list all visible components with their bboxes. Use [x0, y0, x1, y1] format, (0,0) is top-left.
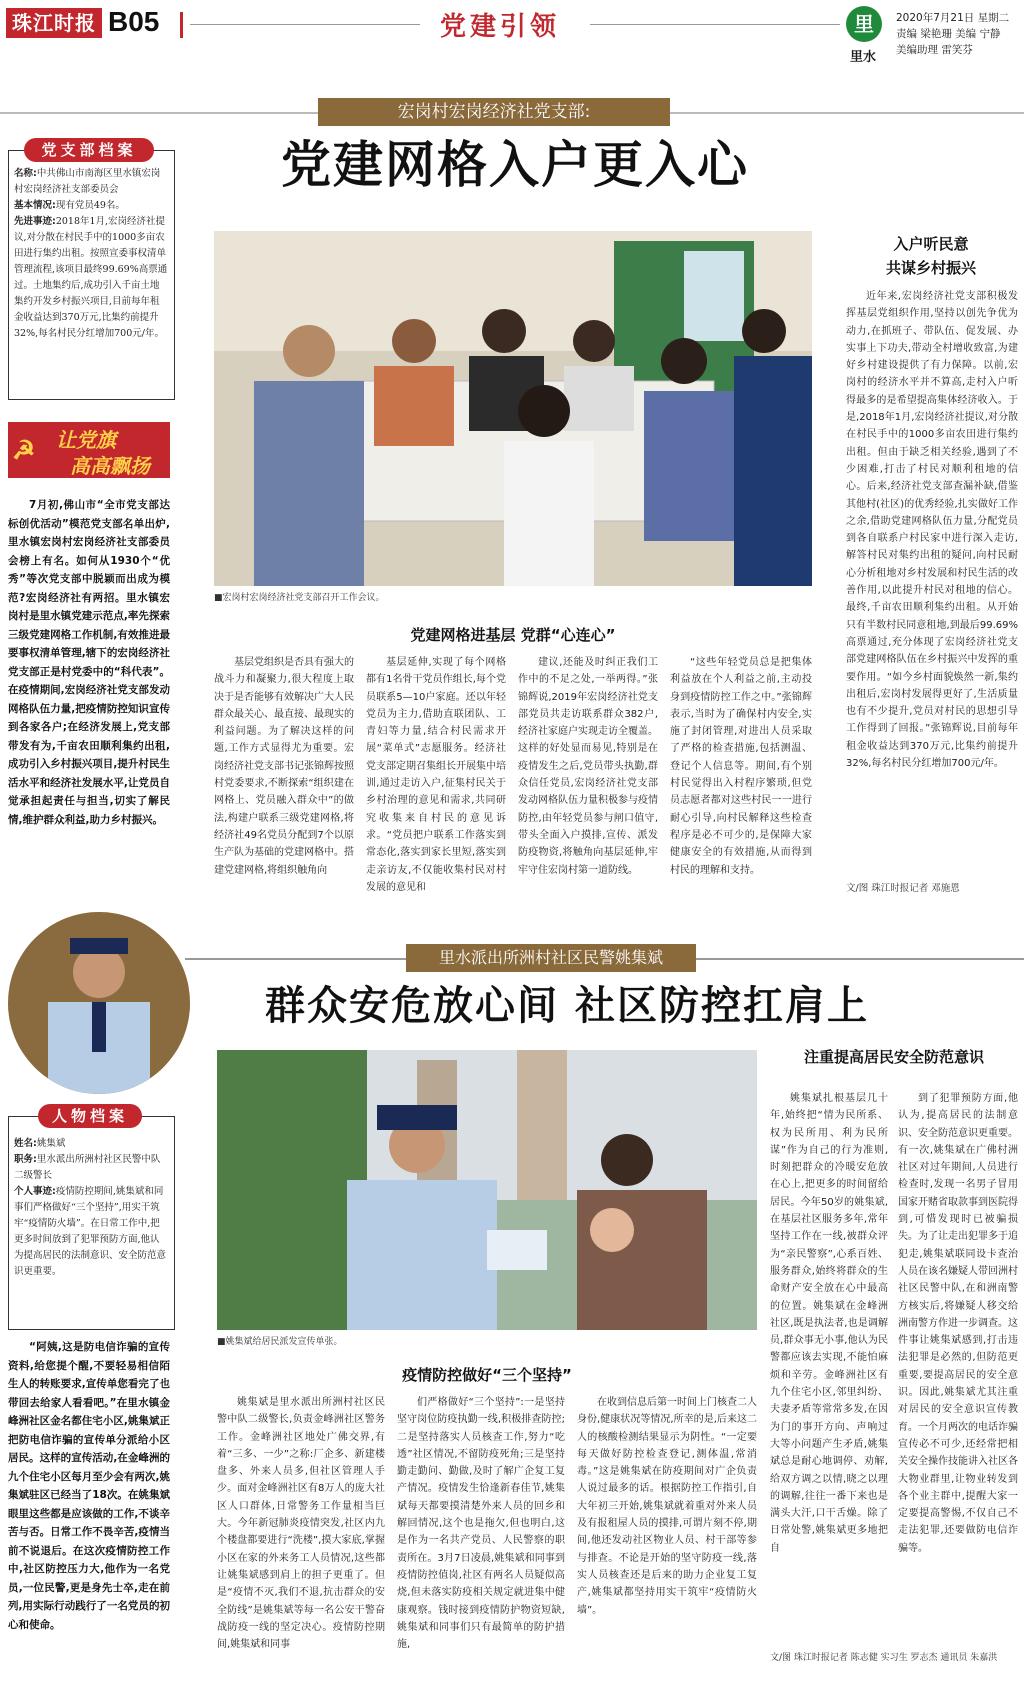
- story1-side-text: 近年来,宏岗经济社党支部积极发挥基层党组织作用,坚持以创先争优为动力,在抓班子、带队伍、促发展、办实事上下功夫,带动全村增收致富,为建好乡村建设提供了有力保障。以前,宏岗村的经济水平并不算高,走村入户听得最多的是希望提高集体经济收入。于是,2018年1月,宏岗经济社提议,对分散在村民手中的1000多亩农田进行集约出租。但由于缺乏相关经验,遇到了不少困难,打击了村民对顺利租地的信心。后来,经济社党支部查漏补缺,借鉴其他村(社区)的优秀经验,扎实做好工作之余,借助党建网格队伍力量,分配党员到各自联系户村民家中进行深入走访,解答村民对集约出租的疑问,向村民耐心分析租地对乡村发展和村民生活的改善作用,以此提升村民对租地的信心。最终,千亩农田顺利集约出租。从开始只有半数村民同意租地,到最后99.69%高票通过,充分体现了宏岗经济社党支部党建网格队伍在乡村振兴中发挥的重要作用。“如今乡村面貌焕然一新,集约出租后,宏岗村发展得更好了,生活质量也有不少提升,党员对村民的思想引导工作得到了回报。”张锦辉说,目前每年租金收益达到370万元,比集约前提升32%,每名村民分红增加700元/年。: [846, 291, 1018, 770]
- officer-portrait: [8, 912, 190, 1094]
- story1-col4-text: “这些年轻党员总是把集体利益放在个人利益之前,主动投身到疫情防控工作之中。”张锦辉表示,当时为了确保村内安全,实施了封闭管理,对进出人员采取了严格的检查措施,包括测温、登记个人信息等。期间,有个别村民觉得出入村程序繁琐,但党员志愿者都对这些村民一一进行耐心引导,向村民解释这些检查程序是必不可少的,是保障大家健康安全的有效措施,从而得到村民的理解和支持。: [670, 657, 812, 876]
- side-title-line1: 入户听民意: [893, 235, 969, 253]
- lishui-emblem-icon: 里: [846, 6, 882, 42]
- archive-deeds: 2018年1月,宏岗经济社提议,对分散在村民手中的1000多亩农田进行集约出租。按照宣委事权清单管理流程,该项目最终99.69%高票通过。土地集约后,成功引入千亩土地集约开发乡村振兴项目,目前每年租金收益达到370万元,比集约前提升32%,每名村民分红增加700元/年。: [14, 216, 168, 339]
- story2-column-5: [898, 1090, 1018, 1642]
- person-name: 姚集斌: [36, 1138, 66, 1149]
- story1-column-2: [366, 654, 506, 898]
- story1-subhead: 党建网格进基层 党群“心连心”: [410, 626, 616, 644]
- story1-headline: 党建网格入户更入心: [281, 135, 749, 194]
- story1-col1-text: 基层党组织是否具有强大的战斗力和凝聚力,很大程度上取决于是否能够有效解决广大人民群众最关心、最直接、最现实的利益问题。为了解决这样的问题,工作方式显得尤为重要。宏岗经济社党支部书记张锦辉按照村党委要求,不断探索“组织建在网格上、党员融入群众中”的做法,构建户联系三级党建网格,将经济社49名党员分配到7个以原生产队为基础的党建网格中。搭建党建网格,将组织触角向: [214, 657, 354, 876]
- editor-credits: 责编 梁艳珊 美编 宁静: [896, 28, 1001, 40]
- flag-banner-line2: 高高飘扬: [70, 454, 150, 478]
- story1-side-title: [846, 232, 1016, 280]
- story2-photo-caption: ■姚集斌给居民派发宣传单张。: [217, 1337, 343, 1347]
- meeting-photo: [214, 231, 812, 586]
- story1-photo-caption: ■宏岗村宏岗经济社党支部召开工作会议。: [214, 593, 385, 603]
- issue-info: [896, 10, 1009, 58]
- quote-paragraph: “阿姨,这是防电信诈骗的宣传资料,给您提个醒,不要轻易相信陌生人的转账要求,宣传单您看完了也带回去给家人看看吧。”在里水镇金峰洲社区金名都住宅小区,姚集斌正把防电信诈骗的宣传单分派给小区居民。这样的宣传活动,在金峰洲的九个住宅小区每月至少会有两次,姚集斌驻区已经当了18次。在姚集斌眼里这些都是应该做的工作,不谈辛苦与否。日常工作不畏辛苦,疫情当前不说退后。在这次疫情防控工作中,社区防控压力大,他作为一名党员,一位民警,更是身先士卒,走在前列,用实际行动践行了一名党员的初心和使命。: [8, 1341, 170, 1631]
- officer-photo: [217, 1050, 757, 1330]
- page-number: B05: [108, 6, 160, 37]
- newspaper-logo: 珠江时报: [6, 8, 102, 38]
- archive-name: 中共佛山市南海区里水镇宏岗村宏岗经济社支部委员会: [14, 168, 161, 195]
- quote-section-text: [8, 1338, 170, 1678]
- story2-col3-text: 在收到信息后第一时间上门核查二人身份,健康状况等情况,所幸的是,后来这二人的核酸检测结果显示为阴性。“一定要每天做好防控检查登记,测体温,常消毒。”这是姚集斌在防疫期间对广企负责人说过最多的话。根据防控工作指引,自大年初三开始,姚集斌就着重对外来人员及有报租屋人员的摸排,可谓片刻不停,期间,他还发动社区物业人员、村干部等参与排查。不论是开始的坚守防疫一线,落实人员核查还是后来的助力企业复工复产,姚集斌都坚持用实干筑牢“疫情防火墙”。: [577, 1397, 757, 1616]
- assistant-credits: 美编助理 雷笑芬: [896, 44, 973, 56]
- flag-banner: [8, 422, 170, 478]
- person-name-label: 姓名:: [14, 1138, 37, 1149]
- person-job-label: 职务:: [14, 1154, 37, 1165]
- story1-byline: 文/图 珠江时报记者 邓施恩: [846, 883, 960, 894]
- issue-date: 2020年7月21日 星期二: [896, 12, 1010, 24]
- archive-name-label: 名称:: [14, 168, 37, 179]
- section-title: 党建引领: [440, 12, 561, 42]
- story1-column-3: [518, 654, 658, 898]
- story2-banner: 里水派出所洲村社区民警姚集斌: [406, 944, 696, 972]
- story2-subhead: 疫情防控做好“三个坚持”: [402, 1366, 572, 1384]
- masthead-rule-left: [190, 24, 420, 25]
- story2-col5-text: 到了犯罪预防方面,他认为,提高居民的法制意识、安全防范意识更重要。有一次,姚集斌在广佛村洲社区对过年期间,人员进行检查时,发现一名男子冒用国家开赌省取款事到医院得到,可惜发现时已被骗损失。为了让走出犯罪多于追犯走,姚集斌联同设卡查治人员在该名嫌疑人带回洲村社区民警中队,在和洲南警方核实后,将嫌疑人移交给洲南警方作进一步调查。这件事让姚集斌感到,打击违法犯罪是必然的,但防范更重要,要提高居民的安全意识。因此,姚集斌尤其注重对居民的安全意识宣传教育。一个月两次的电话诈骗宣传必不可少,还经常把相关安全操作技能讲入社区各大物业群里,让物业转发到各个业主群中,提醒大家一定要提高警惕,不仅自己不走法犯罪,还要做防电信诈骗等。: [898, 1093, 1018, 1554]
- masthead-rule-right: [590, 24, 840, 25]
- archive-deeds-label: 先进事迹:: [14, 216, 56, 227]
- story2-byline: 文/图 珠江时报记者 陈志健 实习生 罗志杰 通讯员 朱嘉洪: [770, 1653, 998, 1663]
- person-archive-content: [14, 1136, 169, 1324]
- story2-column-1: [217, 1394, 385, 1670]
- story1-side-column: [846, 288, 1018, 870]
- story2-headline: 群众安危放心间 社区防控扛肩上: [265, 982, 869, 1029]
- story2-right-subhead: 注重提高居民安全防范意识: [803, 1048, 984, 1066]
- story1-column-1: [214, 654, 354, 898]
- party-archive-label: 党支部档案: [24, 138, 154, 162]
- person-deeds-label: 个人事迹:: [14, 1186, 56, 1197]
- person-archive-label: 人物档案: [38, 1104, 142, 1128]
- archive-basic: 现有党员49名。: [55, 200, 125, 211]
- lishui-logo-text: 里水: [850, 50, 877, 65]
- story1-banner: 宏岗村宏岗经济社党支部:: [318, 98, 670, 126]
- story2-col2-text: 们严格做好“三个坚持”:一是坚持坚守岗位防疫执勤一线,积极排查防控;二是坚持落实人员核查工作,努力“吃透”社区情况,不留防疫死角;三是坚持勤走勤问、勤做,及时了解广企复工复产情况。疫情发生恰逢新春佳节,姚集斌每天都要摸清楚外来人员的回乡和解回情况,这个也是拖欠,但也明白,这是作为一名共产党员、人民警察的职责所在。3月7日凌晨,姚集斌和同事到疫情防控值岗,社区有两名人员疑似高烧,但未落实防疫相关规定就进集中健康观察。钱时接到疫情防护物资短缺,姚集斌和同事们只有最简单的防护措施,: [397, 1397, 565, 1651]
- story1-col3-text: 建议,还能及时纠正我们工作中的不足之处,一举两得。”张锦辉说,2019年宏岗经济社党支部党员共走访联系群众382户,经济社家庭户实现走访全覆盖。这样的好处显而易见,特别是在疫情发生之后,党员带头执勤,群众信任党员,宏岗经济社党支部发动网格队伍力量积极参与疫情防控,由年轻党员参与闸口值守,带头全面入户摸排,宣传、派发防疫物资,将触角向基层延伸,牢牢守住宏岗村第一道防线。: [518, 657, 658, 876]
- hammer-sickle-icon: ☭: [12, 436, 36, 466]
- story1-column-4: [670, 654, 812, 898]
- story2-column-2: [397, 1394, 565, 1670]
- party-archive-content: [14, 166, 169, 392]
- story2-column-3: [577, 1394, 757, 1670]
- story2-col1-text: 姚集斌是里水派出所洲村社区民警中队二级警长,负责金峰洲社区警务工作。金峰洲社区地处广佛交界,有着“三多、一少”之称:厂企多、新建楼盘多、外来人员多,但社区管理人手少。面对金峰洲社区有8万人的庞大社区人口群体,日常警务工作量相当巨大。今年新冠肺炎疫情突发,社区内九个楼盘都要进行“洗楼”,摸大家底,掌握小区在家的外来务工人员情况,这些都让姚集斌感到肩上的担子更重了。但是“疫情不灭,我们不退,抗击群众的安全防线”是姚集斌等每一名公安干警奋战防疫一线的坚定决心。疫情防控期间,姚集斌和同事: [217, 1397, 385, 1651]
- archive-basic-label: 基本情况:: [14, 200, 56, 211]
- flag-section-text: [8, 496, 170, 886]
- story2-column-4: [770, 1090, 888, 1642]
- masthead-divider: [180, 12, 183, 38]
- story2-col4-text: 姚集斌扎根基层几十年,始终把“情为民所系、权为民所用、利为民所谋”作为自己的行为准则,时刻把群众的冷暖安危放在心上,把更多的时间留给居民。今年50岁的姚集斌,在基层社区服务多年,常年坚持工作在一线,被群众评为“亲民警察”,心系百姓、服务群众,始终将群众的生命财产安全放在心中最高的位置。姚集斌在金峰洲社区,既是执法者,也是调解员,群众事无小事,他认为民警都应该去实现,不能怕麻烦和辛劳。金峰洲社区有九个住宅小区,邻里纠纷、夫妻矛盾等常常多发,在因为门的事开方向、声响过大等小问题产生矛盾,姚集斌总是耐心地调停、劝解,给双方调之以情,晓之以理的调解,往往一番下来也是满头大汗,口干舌燥。除了日常处警,姚集斌更多地把自: [770, 1093, 888, 1554]
- flag-banner-line1: 让党旗: [56, 428, 116, 452]
- story1-col2-text: 基层延伸,实现了每个网格都有1名骨干党员作组长,每个党员联系5—10户家庭。还以年轻党员为主力,借助直联团队、工青妇等力量,结合村民需求开展“菜单式”志愿服务。经济社党支部定期召集组长开展集中培训,通过走访入户,征集村民关于乡村治理的意见和需求,共同研究收集来自村民的意见诉求。“党员把户联系工作落实到常态化,落实到家长里短,落实到走亲访友,不仅能收集村民对村发展的意见和: [366, 657, 506, 893]
- person-job: 里水派出所洲村社区民警中队二级警长: [14, 1154, 161, 1181]
- flag-section-paragraph: 7月初,佛山市“全市党支部达标创优活动”模范党支部名单出炉,里水镇宏岗村宏岗经济社支部委员会榜上有名。如何从1930个“优秀”等次党支部中脱颖而出成为模范?宏岗经济社有两招。里水镇宏岗村是里水镇党建示范点,率先探索三级党建网格工作机制,有效推进最要事权清单管理,辖下的宏岗经济社党支部正是村党委中的“科代表”。在疫情期间,宏岗经济社党支部发动网格队伍力量,把疫情防控知识宣传到各家各户;在经济发展上,党支部带发有为,千亩农田顺利集约出租,成功引入乡村振兴项目,提升村民生活水平和经济社发展水平,让党员自觉承担起责任与担当,切实了解民情,维护群众利益,助力乡村振兴。: [8, 499, 170, 826]
- side-title-line2: 共谋乡村振兴: [885, 259, 976, 277]
- person-deeds: 疫情防控期间,姚集斌和同事们严格做好“三个坚持”,用实干筑牢“疫情防火墙”。在日常工作中,把更多时间放到了犯罪预防方面,他认为提高居民的法制意识、安全防范意识更重要。: [14, 1186, 167, 1277]
